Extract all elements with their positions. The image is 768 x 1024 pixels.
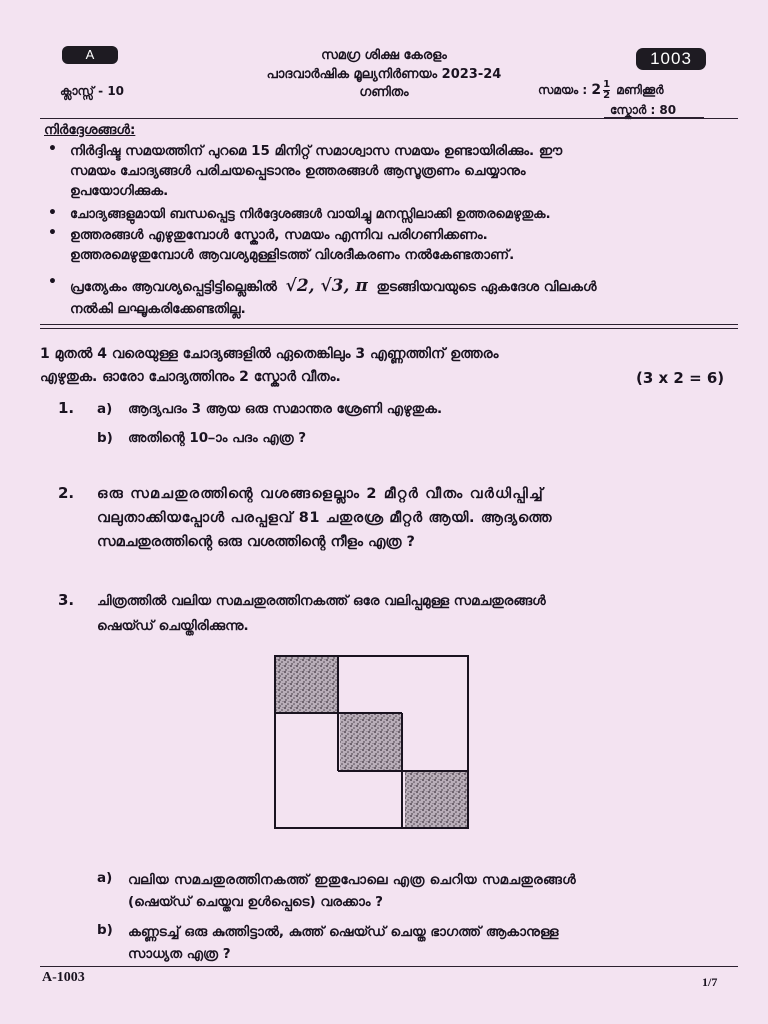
header-rule	[40, 118, 738, 119]
time-unit: മണിക്കൂർ	[616, 83, 664, 97]
section-instruction-line-1: 1 മുതൽ 4 വരെയുള്ള ചോദ്യങ്ങളിൽ ഏതെങ്കിലും 3 എണ്ണത്തിന് ഉത്തരം	[40, 346, 499, 362]
bullet-icon: •	[48, 225, 57, 241]
question-2-number: 2.	[58, 484, 75, 502]
class-label: ക്ലാസ്സ് - 10	[60, 84, 125, 98]
header-line-2: പാദവാർഷിക മൂല്യനിർണയം 2023-24	[266, 67, 502, 82]
q3-line-2: ഷെയ്ഡ് ചെയ്തിരിക്കുന്നു.	[97, 618, 249, 634]
bullet-icon: •	[48, 205, 57, 221]
header-line-1: സമഗ്ര ശിക്ഷ കേരളം	[321, 48, 447, 63]
q2-line-2: വലുതാക്കിയപ്പോൾ പരപ്പളവ് 81 ചതുരശ്ര മീറ്റർ ആയി. ആദ്യത്തെ	[97, 510, 553, 526]
shaded-square-2	[340, 714, 402, 771]
time-fraction: $\frac{1}{2}$	[603, 79, 611, 101]
instruction-1-line-2: സമയം ചോദ്യങ്ങൾ പരിചയപ്പെടാനും ഉത്തരങ്ങൾ ആസൂത്രണം ചെയ്യാനും	[70, 163, 526, 179]
q3b-label: b)	[97, 922, 113, 938]
instruction-1-line-1: നിർദ്ദിഷ്ട സമയത്തിന് പുറമെ 15 മിനിറ്റ് സമാശ്വാസ സമയം ഉണ്ടായിരിക്കും. ഈ	[70, 143, 563, 159]
shaded-squares-figure	[272, 653, 472, 833]
section-instruction-line-2: എഴുതുക. ഓരോ ചോദ്യത്തിനും 2 സ്കോർ വീതം.	[40, 369, 341, 385]
double-rule-bottom	[40, 328, 738, 329]
q1b-label: b)	[97, 430, 113, 446]
q2-line-3: സമചതുരത്തിന്റെ ഒരു വശത്തിന്റെ നീളം എത്ര ?	[97, 534, 415, 550]
paper-set-badge: A	[62, 46, 118, 64]
shaded-square-3	[405, 772, 467, 827]
q1a-label: a)	[97, 401, 113, 417]
q3-line-1: ചിത്രത്തിൽ വലിയ സമചതുരത്തിനകത്ത് ഒരേ വലിപ്പമുള്ള സമചതുരങ്ങൾ	[97, 593, 546, 609]
time-whole: 2	[591, 82, 602, 98]
time-label: സമയം :	[538, 83, 588, 97]
paper-code-badge: 1003	[636, 48, 706, 70]
section-marks: (3 x 2 = 6)	[636, 369, 725, 387]
time-allowed	[538, 80, 664, 101]
footer-code: A-1003	[42, 970, 85, 985]
instruction-4-line-1: പ്രത്യേകം ആവശ്യപ്പെട്ടിട്ടില്ലെങ്കിൽ √2, √3, π തുടങ്ങിയവയുടെ ഏകദേശ വിലകൾ	[70, 276, 597, 296]
q2-line-1: ഒരു സമചതുരത്തിന്റെ വശങ്ങളെല്ലാം 2 മീറ്റർ വീതം വർധിപ്പിച്ച്	[97, 486, 544, 502]
question-1-number: 1.	[58, 399, 75, 417]
instruction-4-line-2: നൽകി ലഘൂകരിക്കേണ്ടതില്ല.	[70, 301, 246, 317]
max-score: സ്കോർ : 80	[610, 103, 677, 117]
shaded-square-1	[276, 657, 338, 713]
q1a-text: ആദ്യപദം 3 ആയ ഒരു സമാന്തര ശ്രേണി എഴുതുക.	[128, 401, 443, 417]
q3a-line-1: വലിയ സമചതുരത്തിനകത്ത് ഇതുപോലെ എത്ര ചെറിയ സമചതുരങ്ങൾ	[128, 872, 577, 888]
bullet-icon: •	[48, 141, 57, 157]
instruction-3-line-1: ഉത്തരങ്ങൾ എഴുതുമ്പോൾ സ്കോർ, സമയം എന്നിവ പരിഗണിക്കണം.	[70, 227, 488, 243]
bullet-icon: •	[48, 274, 57, 290]
subject-title: ഗണിതം	[359, 85, 409, 100]
q3b-line-2: സാധ്യത എത്ര ?	[128, 946, 231, 962]
math-constants: √2, √3, π	[285, 276, 368, 296]
page-number: 1/7	[702, 975, 718, 989]
q3a-line-2: (ഷെയ്ഡ് ചെയ്തവ ഉൾപ്പെടെ) വരക്കാം ?	[128, 894, 384, 910]
instruction-3-line-2: ഉത്തരമെഴുതുമ്പോൾ ആവശ്യമുള്ളിടത്ത് വിശദീകരണം നൽകേണ്ടതാണ്.	[70, 247, 515, 263]
q3b-line-1: കണ്ണടച്ച് ഒരു കുത്തിട്ടാൽ, കുത്ത് ഷെയ്ഡ് ചെയ്ത ഭാഗത്ത് ആകാനുള്ള	[128, 924, 559, 940]
q3a-label: a)	[97, 870, 113, 886]
instruction-2: ചോദ്യങ്ങളുമായി ബന്ധപ്പെട്ട നിർദ്ദേശങ്ങൾ വായിച്ചു മനസ്സിലാക്കി ഉത്തരമെഴുതുക.	[70, 207, 551, 222]
double-rule-top	[40, 324, 738, 325]
instruction-1-line-3: ഉപയോഗിക്കുക.	[70, 183, 169, 199]
footer-rule	[40, 966, 738, 967]
q1b-text: അതിന്റെ 10–ാം പദം എത്ര ?	[128, 430, 307, 446]
question-3-number: 3.	[58, 591, 75, 609]
instructions-heading: നിർദ്ദേശങ്ങൾ:	[44, 122, 136, 138]
